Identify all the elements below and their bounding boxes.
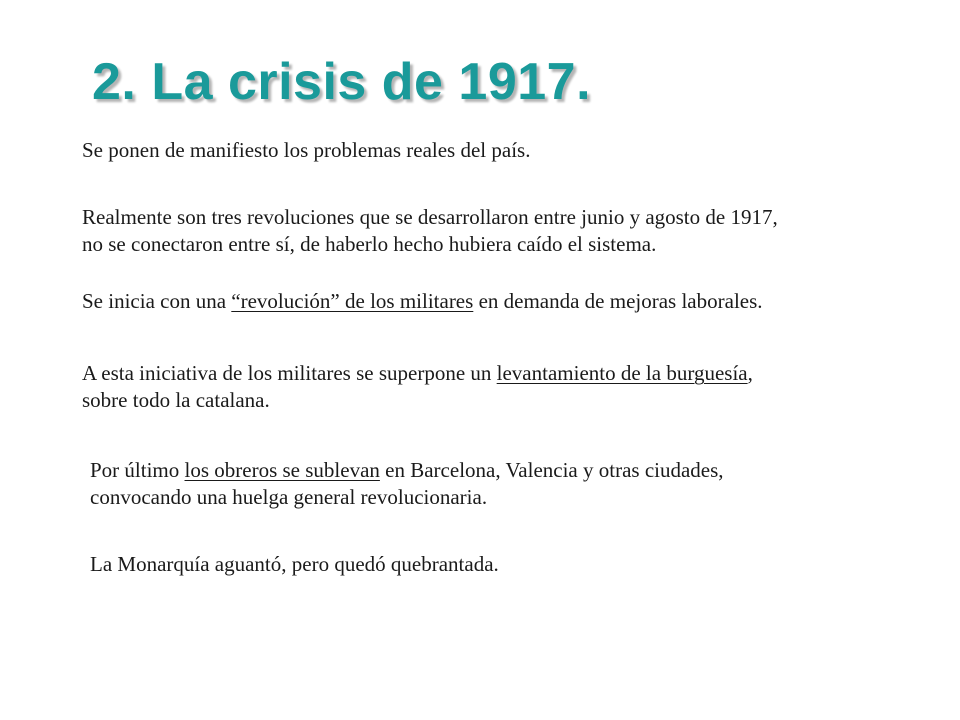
paragraph-bourgeoisie-after: , (747, 361, 753, 385)
paragraph-military-after: en demanda de mejoras laborales. (473, 289, 763, 313)
paragraph-three-revolutions-line2: no se conectaron entre sí, de haberlo hecho hubiera caído el sistema. (82, 232, 657, 256)
paragraph-bourgeoisie (82, 360, 753, 414)
paragraph-three-revolutions (82, 204, 778, 258)
paragraph-three-revolutions-line1: Realmente son tres revoluciones que se desarrollaron entre junio y agosto de 1917, (82, 205, 778, 229)
paragraph-workers (90, 457, 724, 511)
paragraph-monarchy-text: La Monarquía aguantó, pero quedó quebrantada. (90, 552, 499, 576)
slide-title: 2. La crisis de 1917. (92, 53, 592, 111)
paragraph-military (82, 288, 763, 315)
paragraph-workers-after: en Barcelona, Valencia y otras ciudades, (379, 458, 724, 482)
paragraph-problems-text: Se ponen de manifiesto los problemas reales del país. (82, 138, 531, 162)
bourgeoisie-uprising-underlined: levantamiento de la burguesía (496, 361, 748, 385)
paragraph-military-before: Se inicia con una (82, 289, 232, 313)
military-revolution-underlined: “revolución” de los militares (231, 289, 474, 313)
paragraph-workers-before: Por último (90, 458, 185, 482)
paragraph-problems (82, 137, 530, 164)
paragraph-workers-line2: convocando una huelga general revolucionaria. (90, 485, 488, 509)
paragraph-monarchy (90, 551, 499, 578)
paragraph-bourgeoisie-before: A esta iniciativa de los militares se superpone un (82, 361, 497, 385)
workers-revolt-underlined: los obreros se sublevan (184, 458, 380, 482)
paragraph-bourgeoisie-line2: sobre todo la catalana. (82, 388, 270, 412)
